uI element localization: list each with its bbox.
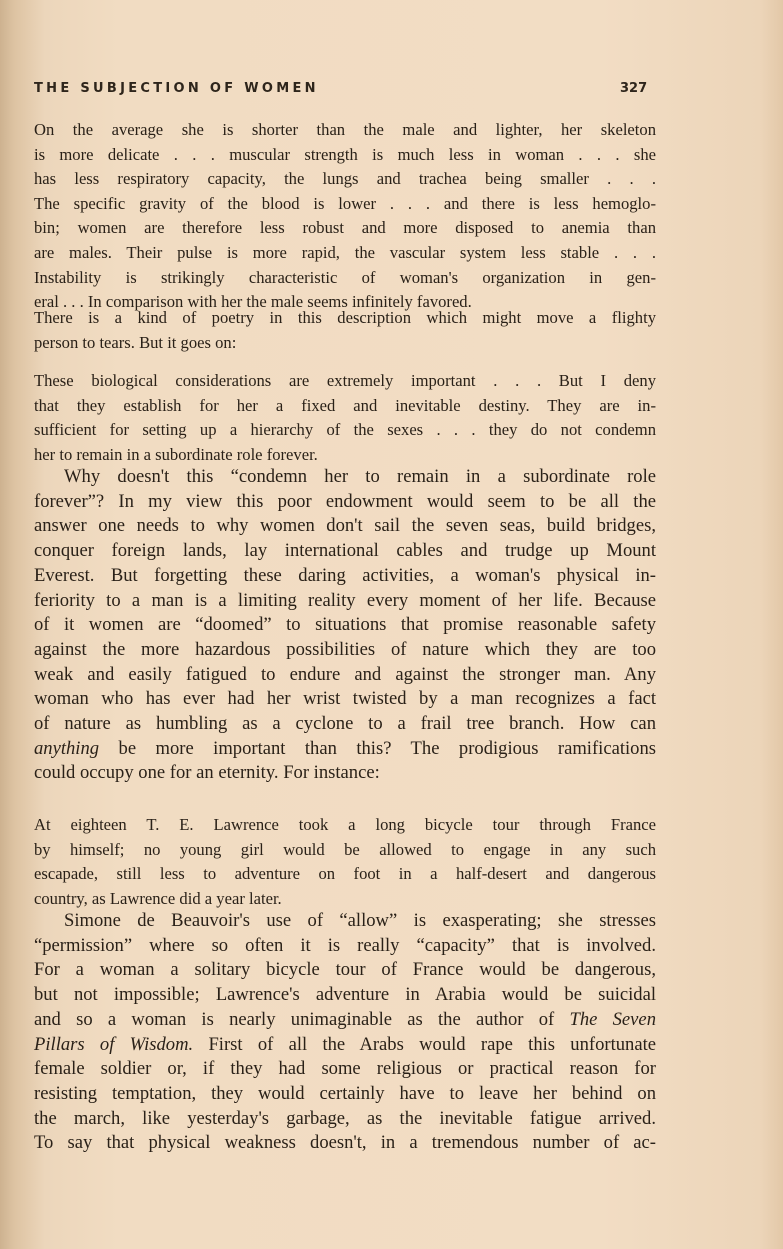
text-line: has less respiratory capacity, the lungs and trachea being smaller . . . bbox=[34, 169, 656, 189]
text-line: of it women are “doomed” to situations that promise reasonable safety bbox=[34, 614, 656, 636]
text-line: eral . . . In comparison with her the male seems infinitely favored. bbox=[34, 292, 472, 312]
text-line: Instability is strikingly characteristic of woman's organization in gen- bbox=[34, 267, 656, 287]
text-line: The specific gravity of the blood is lower . . . and there is less hemoglo- bbox=[34, 193, 656, 213]
book-title-text: The Seven bbox=[569, 1008, 656, 1030]
text-segment: First of all the Arabs would rape this unfortunate bbox=[193, 1033, 657, 1055]
text-line: There is a kind of poetry in this description which might move a flighty bbox=[34, 308, 656, 327]
text-line: of nature as humbling as a cyclone to a frail tree branch. How can bbox=[34, 713, 656, 735]
block-quote-biology bbox=[34, 118, 656, 315]
emphasis-text: anything bbox=[34, 737, 100, 759]
text-line: forever”? In my view this poor endowment would seem to be all the bbox=[34, 490, 656, 512]
text-line: Simone de Beauvoir's use of “allow” is exasperating; she stresses bbox=[64, 910, 656, 931]
text-segment: be more important than this? The prodigious ramifications bbox=[99, 737, 656, 759]
text-line: bin; women are therefore less robust and more disposed to anemia than bbox=[34, 218, 656, 238]
text-line: At eighteen T. E. Lawrence took a long bicycle tour through France bbox=[34, 815, 656, 834]
text-line: woman who has ever had her wrist twisted by a man recognizes a fact bbox=[34, 688, 656, 710]
text-line: person to tears. But it goes on: bbox=[34, 332, 237, 352]
text-line: conquer foreign lands, lay international cables and trudge up Mount bbox=[34, 540, 656, 562]
text-line: female soldier or, if they had some religious or practical reason for bbox=[34, 1058, 656, 1080]
book-title-text: Pillars of Wisdom. bbox=[34, 1033, 194, 1055]
text-line bbox=[34, 737, 656, 762]
text-line: country, as Lawrence did a year later. bbox=[34, 888, 282, 908]
paragraph-beauvoir bbox=[34, 909, 656, 1156]
text-line: For a woman a solitary bicycle tour of France would be dangerous, bbox=[34, 959, 656, 981]
text-segment: and so a woman is nearly unimaginable as the author of bbox=[34, 1008, 570, 1030]
text-line: Why doesn't this “condemn her to remain in a subordinate role bbox=[64, 466, 656, 487]
text-line: the march, like yesterday's garbage, as the inevitable fatigue arrived. bbox=[34, 1107, 656, 1129]
text-line: resisting temptation, they would certainly have to leave her behind on bbox=[34, 1082, 656, 1104]
text-line: On the average she is shorter than the male and lighter, her skeleton bbox=[34, 120, 656, 139]
text-line: against the more hazardous possibilities of nature which they are too bbox=[34, 638, 656, 660]
paragraph-poetry bbox=[34, 306, 656, 355]
paragraph-condemn bbox=[34, 465, 656, 786]
text-line: that they establish for her a fixed and inevitable destiny. They are in- bbox=[34, 395, 656, 415]
text-line: by himself; no young girl would be allowed to engage in any such bbox=[34, 839, 656, 859]
text-line: To say that physical weakness doesn't, in a tremendous number of ac- bbox=[34, 1132, 656, 1154]
text-line: “permission” where so often it is really “capacity” that is involved. bbox=[34, 934, 656, 956]
text-line: are males. Their pulse is more rapid, the vascular system less stable . . . bbox=[34, 242, 656, 262]
text-line: weak and easily fatigued to endure and against the stronger man. Any bbox=[34, 663, 656, 685]
text-line bbox=[34, 1008, 656, 1033]
text-line bbox=[34, 1033, 656, 1058]
text-line: sufficient for setting up a hierarchy of the sexes . . . they do not condemn bbox=[34, 420, 656, 440]
text-line: but not impossible; Lawrence's adventure in Arabia would be suicidal bbox=[34, 984, 656, 1006]
text-line: escapade, still less to adventure on foot in a half-desert and dangerous bbox=[34, 864, 656, 884]
page-number: 327 bbox=[620, 81, 648, 96]
text-line: answer one needs to why women don't sail the seven seas, build bridges, bbox=[34, 515, 656, 537]
text-line: her to remain in a subordinate role forever. bbox=[34, 444, 318, 464]
text-line: feriority to a man is a limiting reality every moment of her life. Because bbox=[34, 589, 656, 611]
running-head-title: THE SUBJECTION OF WOMEN bbox=[34, 81, 319, 96]
text-line: Everest. But forgetting these daring activities, a woman's physical in- bbox=[34, 564, 656, 586]
block-quote-considerations bbox=[34, 369, 656, 467]
text-line: These biological considerations are extremely important . . . But I deny bbox=[34, 371, 656, 390]
text-line: is more delicate . . . muscular strength is much less in woman . . . she bbox=[34, 144, 656, 164]
text-line: could occupy one for an eternity. For instance: bbox=[34, 762, 380, 784]
block-quote-lawrence bbox=[34, 813, 656, 911]
